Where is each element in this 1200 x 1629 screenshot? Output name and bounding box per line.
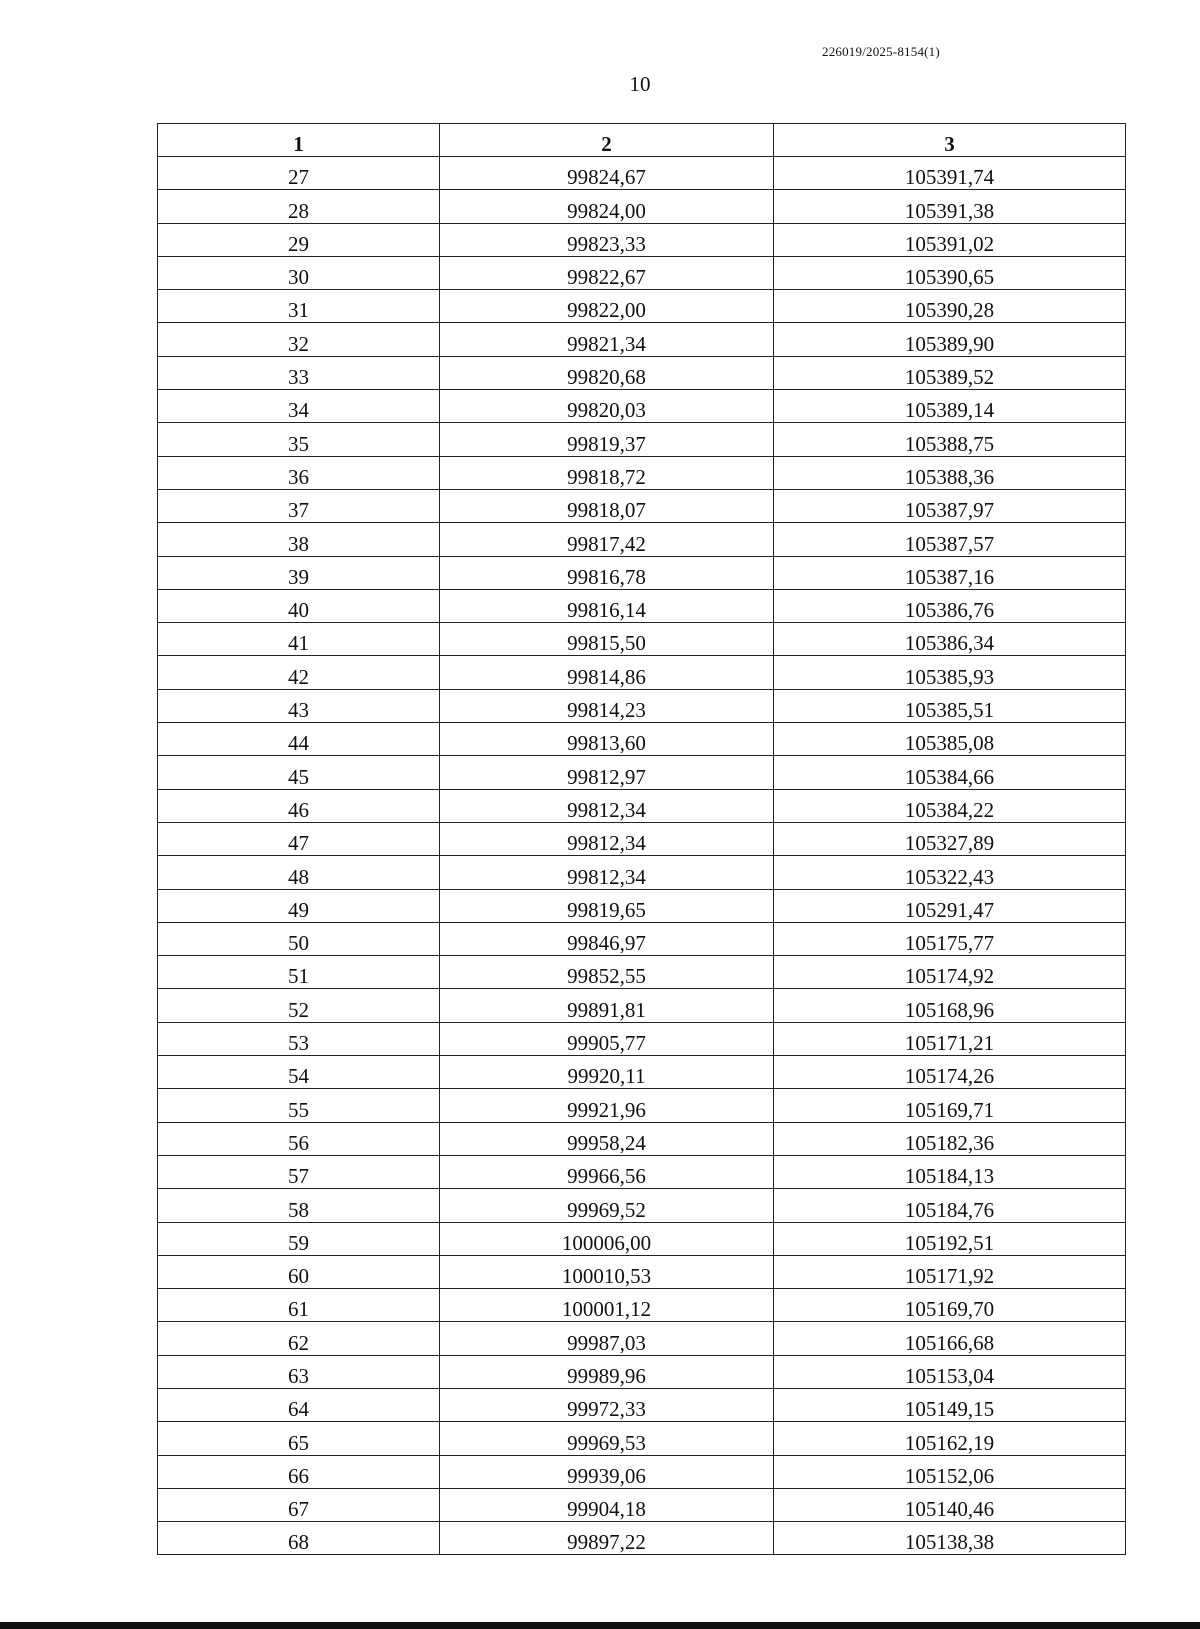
table-cell-col2: 99920,11 [440,1056,774,1089]
table-cell-col2: 99823,33 [440,223,774,256]
table-cell-col1: 45 [158,756,440,789]
table-cell-col1: 29 [158,223,440,256]
table-cell-col3: 105152,06 [774,1455,1126,1488]
document-id: 226019/2025-8154(1) [822,44,940,59]
table-cell-col3: 105169,71 [774,1089,1126,1122]
table-cell-col1: 31 [158,290,440,323]
table-cell-col3: 105153,04 [774,1355,1126,1388]
table-cell-col3: 105166,68 [774,1322,1126,1355]
table-body [158,157,1126,1555]
table-cell-col3: 105182,36 [774,1122,1126,1155]
table-cell-col2: 99824,67 [440,157,774,190]
table-cell-col1: 63 [158,1355,440,1388]
table-row [158,423,1126,456]
table-cell-col1: 28 [158,190,440,223]
table-cell-col3: 105387,97 [774,489,1126,522]
table-cell-col3: 105389,52 [774,356,1126,389]
table-cell-col3: 105192,51 [774,1222,1126,1255]
table-cell-col2: 99989,96 [440,1355,774,1388]
table-row [158,822,1126,855]
table-cell-col3: 105168,96 [774,989,1126,1022]
table-cell-col2: 99814,23 [440,689,774,722]
table-row [158,1089,1126,1122]
table-row [158,1455,1126,1488]
table-cell-col2: 99813,60 [440,723,774,756]
table-cell-col2: 99958,24 [440,1122,774,1155]
table-cell-col2: 99969,53 [440,1422,774,1455]
table-row [158,1355,1126,1388]
table-cell-col2: 99822,67 [440,256,774,289]
table-cell-col2: 99812,34 [440,789,774,822]
table-cell-col3: 105291,47 [774,889,1126,922]
table-cell-col2: 99822,00 [440,290,774,323]
coordinates-table-container [157,123,1125,1555]
table-row [158,223,1126,256]
column-header-3: 3 [774,124,1126,157]
table-cell-col1: 33 [158,356,440,389]
table-cell-col2: 99891,81 [440,989,774,1022]
table-cell-col3: 105388,75 [774,423,1126,456]
table-cell-col3: 105138,38 [774,1522,1126,1555]
table-cell-col3: 105387,57 [774,523,1126,556]
coordinates-table [157,123,1126,1555]
table-cell-col3: 105389,14 [774,390,1126,423]
table-row [158,656,1126,689]
table-cell-col1: 34 [158,390,440,423]
table-cell-col1: 57 [158,1155,440,1188]
table-cell-col2: 99812,34 [440,856,774,889]
table-row [158,723,1126,756]
table-cell-col3: 105389,90 [774,323,1126,356]
table-row [158,756,1126,789]
table-cell-col1: 50 [158,922,440,955]
table-cell-col2: 99817,42 [440,523,774,556]
table-cell-col3: 105174,26 [774,1056,1126,1089]
page-bottom-edge [0,1622,1200,1629]
table-row [158,1189,1126,1222]
table-row [158,589,1126,622]
table-cell-col3: 105327,89 [774,822,1126,855]
table-row [158,556,1126,589]
table-cell-col3: 105171,92 [774,1255,1126,1288]
table-row [158,1255,1126,1288]
table-cell-col3: 105184,13 [774,1155,1126,1188]
table-cell-col1: 59 [158,1222,440,1255]
table-cell-col1: 58 [158,1189,440,1222]
table-row [158,157,1126,190]
table-row [158,489,1126,522]
table-row [158,1322,1126,1355]
table-cell-col2: 99852,55 [440,956,774,989]
table-cell-col3: 105390,28 [774,290,1126,323]
table-cell-col3: 105322,43 [774,856,1126,889]
table-cell-col3: 105391,02 [774,223,1126,256]
table-row [158,856,1126,889]
table-row [158,1222,1126,1255]
table-cell-col1: 39 [158,556,440,589]
table-cell-col1: 44 [158,723,440,756]
table-cell-col2: 100006,00 [440,1222,774,1255]
table-cell-col3: 105174,92 [774,956,1126,989]
table-cell-col1: 37 [158,489,440,522]
table-cell-col1: 35 [158,423,440,456]
table-cell-col2: 99820,68 [440,356,774,389]
table-cell-col1: 55 [158,1089,440,1122]
table-header-row [158,124,1126,157]
table-cell-col3: 105385,93 [774,656,1126,689]
table-row [158,1388,1126,1421]
table-row [158,956,1126,989]
table-cell-col2: 99921,96 [440,1089,774,1122]
table-cell-col1: 53 [158,1022,440,1055]
table-row [158,1122,1126,1155]
table-cell-col1: 42 [158,656,440,689]
table-cell-col2: 99821,34 [440,323,774,356]
table-cell-col2: 99824,00 [440,190,774,223]
table-cell-col3: 105149,15 [774,1388,1126,1421]
table-row [158,1289,1126,1322]
table-cell-col2: 99905,77 [440,1022,774,1055]
table-cell-col3: 105390,65 [774,256,1126,289]
table-cell-col1: 65 [158,1422,440,1455]
table-cell-col2: 99820,03 [440,390,774,423]
column-header-2: 2 [440,124,774,157]
table-row [158,1422,1126,1455]
table-cell-col1: 43 [158,689,440,722]
table-cell-col2: 99815,50 [440,623,774,656]
table-cell-col3: 105391,74 [774,157,1126,190]
table-cell-col2: 99819,65 [440,889,774,922]
table-cell-col1: 60 [158,1255,440,1288]
table-cell-col3: 105386,76 [774,589,1126,622]
table-cell-col3: 105391,38 [774,190,1126,223]
table-cell-col2: 100010,53 [440,1255,774,1288]
table-cell-col2: 99819,37 [440,423,774,456]
table-cell-col1: 30 [158,256,440,289]
table-cell-col3: 105388,36 [774,456,1126,489]
table-row [158,1056,1126,1089]
table-row [158,256,1126,289]
table-cell-col3: 105169,70 [774,1289,1126,1322]
table-row [158,456,1126,489]
table-row [158,689,1126,722]
table-row [158,1488,1126,1521]
table-cell-col1: 56 [158,1122,440,1155]
table-cell-col3: 105385,51 [774,689,1126,722]
table-row [158,623,1126,656]
table-cell-col3: 105386,34 [774,623,1126,656]
table-cell-col2: 99972,33 [440,1388,774,1421]
table-row [158,1022,1126,1055]
table-row [158,190,1126,223]
table-row [158,356,1126,389]
table-cell-col1: 32 [158,323,440,356]
table-cell-col2: 99812,97 [440,756,774,789]
table-row [158,1522,1126,1555]
table-row [158,922,1126,955]
table-row [158,290,1126,323]
table-row [158,523,1126,556]
table-row [158,1155,1126,1188]
table-cell-col3: 105175,77 [774,922,1126,955]
table-cell-col1: 52 [158,989,440,1022]
table-cell-col1: 40 [158,589,440,622]
table-cell-col2: 99816,14 [440,589,774,622]
table-cell-col2: 99814,86 [440,656,774,689]
table-cell-col2: 99904,18 [440,1488,774,1521]
table-cell-col1: 36 [158,456,440,489]
table-cell-col3: 105140,46 [774,1488,1126,1521]
table-cell-col2: 99816,78 [440,556,774,589]
table-cell-col2: 99969,52 [440,1189,774,1222]
table-row [158,390,1126,423]
table-cell-col2: 99818,07 [440,489,774,522]
table-cell-col1: 47 [158,822,440,855]
table-cell-col3: 105171,21 [774,1022,1126,1055]
table-cell-col1: 49 [158,889,440,922]
table-cell-col2: 99897,22 [440,1522,774,1555]
table-cell-col3: 105385,08 [774,723,1126,756]
table-cell-col3: 105162,19 [774,1422,1126,1455]
table-cell-col1: 27 [158,157,440,190]
table-cell-col1: 41 [158,623,440,656]
table-cell-col2: 99812,34 [440,822,774,855]
table-cell-col1: 67 [158,1488,440,1521]
table-cell-col2: 99846,97 [440,922,774,955]
table-cell-col3: 105384,66 [774,756,1126,789]
table-cell-col2: 99966,56 [440,1155,774,1188]
table-cell-col1: 61 [158,1289,440,1322]
table-cell-col2: 99987,03 [440,1322,774,1355]
column-header-1: 1 [158,124,440,157]
table-cell-col3: 105184,76 [774,1189,1126,1222]
table-row [158,889,1126,922]
table-cell-col1: 46 [158,789,440,822]
table-row [158,323,1126,356]
table-cell-col1: 68 [158,1522,440,1555]
table-cell-col1: 66 [158,1455,440,1488]
table-cell-col1: 51 [158,956,440,989]
table-cell-col2: 99939,06 [440,1455,774,1488]
table-cell-col3: 105387,16 [774,556,1126,589]
table-row [158,989,1126,1022]
table-cell-col2: 100001,12 [440,1289,774,1322]
table-cell-col3: 105384,22 [774,789,1126,822]
table-cell-col2: 99818,72 [440,456,774,489]
table-cell-col1: 62 [158,1322,440,1355]
page-number: 10 [629,72,651,96]
table-row [158,789,1126,822]
table-cell-col1: 38 [158,523,440,556]
table-cell-col1: 54 [158,1056,440,1089]
table-cell-col1: 48 [158,856,440,889]
table-cell-col1: 64 [158,1388,440,1421]
